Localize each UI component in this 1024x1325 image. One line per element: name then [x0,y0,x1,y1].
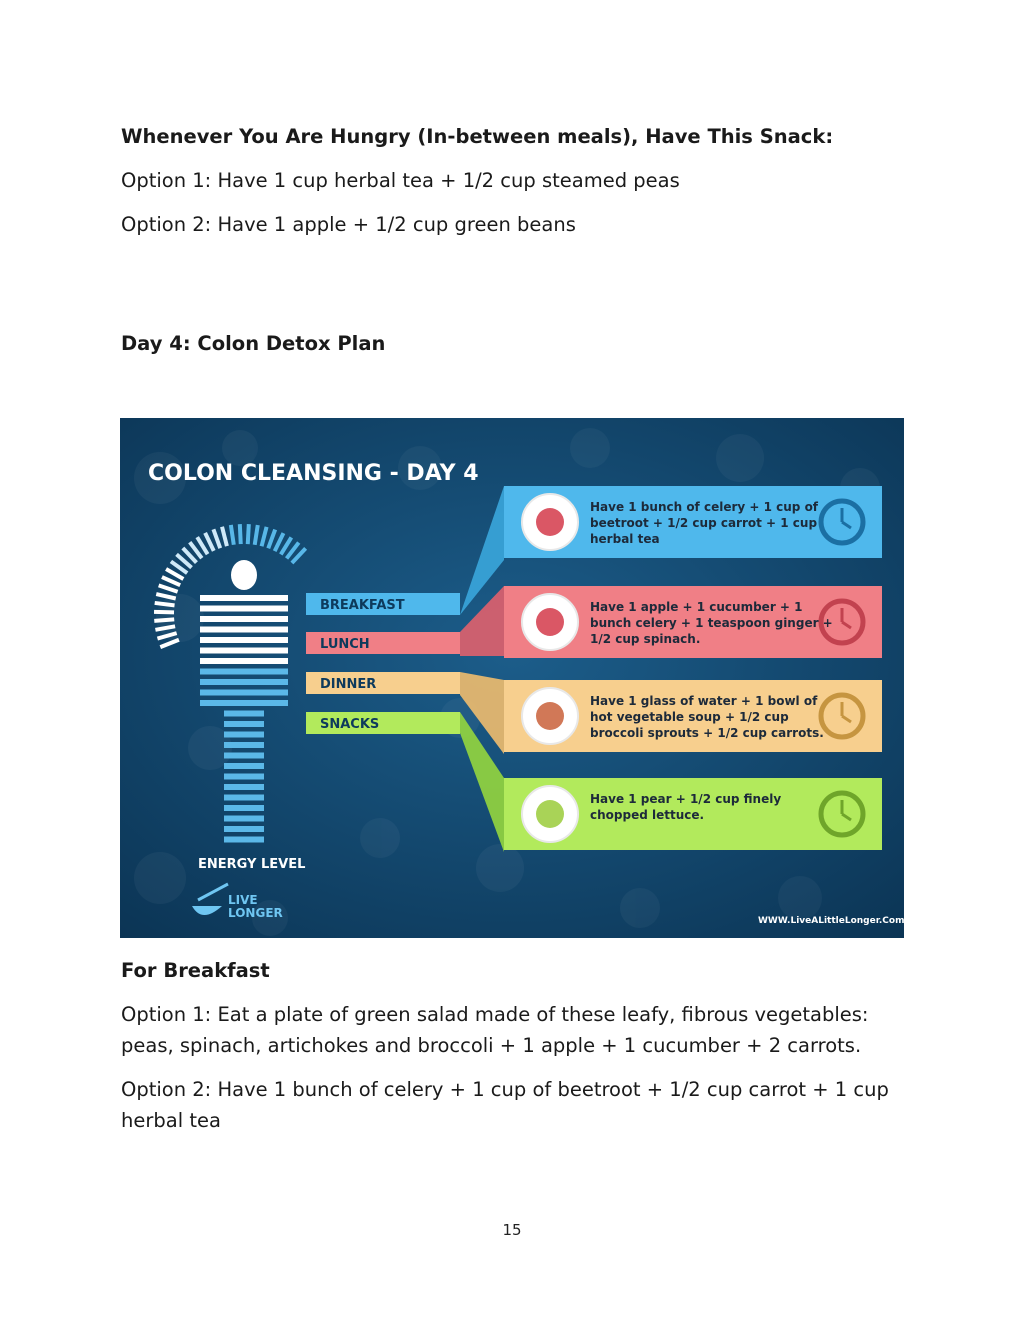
figure-stripe [224,784,264,790]
figure-arm-stripe [200,616,210,622]
food-image-detail [536,702,564,730]
breakfast-option-2: Option 2: Have 1 bunch of celery + 1 cup of beetroot + 1/2 cup carrot + 1 cup herbal tea [121,1078,889,1132]
snack-option-2: Option 2: Have 1 apple + 1/2 cup green beans [121,213,576,236]
figure-arm-stripe [278,606,288,612]
meal-label: SNACKS [320,717,380,732]
figure-arm-stripe [200,595,210,601]
breakfast-option-1: Option 1: Eat a plate of green salad made of these leafy, fibrous vegetables: peas, spinach, artichokes and broccoli + 1 apple + 1 cucumber + 2 carrots. [121,1003,869,1057]
food-image-detail [536,508,564,536]
energy-tick [248,524,249,544]
breakfast-heading: For Breakfast [121,959,270,982]
figure-arm-stripe [200,690,210,696]
meal-description-line: Have 1 apple + 1 cucumber + 1 [590,600,803,614]
logo-line-1: LIVE [228,893,258,907]
meal-description-line: beetroot + 1/2 cup carrot + 1 cup [590,516,818,530]
food-image-detail [536,800,564,828]
figure-stripe [204,669,284,675]
figure-stripe [224,721,264,727]
figure-head [231,560,257,590]
figure-stripe [204,690,284,696]
food-image-detail [536,608,564,636]
meal-label: BREAKFAST [320,598,405,613]
figure-stripe [224,742,264,748]
energy-tick [240,524,241,544]
meal-description-line: Have 1 pear + 1/2 cup finely [590,792,782,806]
snack-heading: Whenever You Are Hungry (In-between meals), Have This Snack: [121,125,834,148]
infographic-title: COLON CLEANSING - DAY 4 [148,461,479,486]
figure-stripe [224,837,264,843]
energy-tick [154,619,174,621]
figure-arm-stripe [278,669,288,675]
figure-arm-stripe [200,637,210,643]
figure-arm-stripe [200,648,210,654]
figure-arm-stripe [200,627,210,633]
figure-arm-stripe [278,679,288,685]
figure-arm-stripe [200,606,210,612]
meal-description-line: Have 1 bunch of celery + 1 cup of [590,500,819,514]
figure-stripe [224,732,264,738]
figure-stripe [224,753,264,759]
figure-stripe [204,627,284,633]
figure-arm-stripe [200,700,210,706]
meal-description-line: herbal tea [590,532,660,546]
figure-stripe [224,711,264,717]
figure-stripe [204,595,284,601]
figure-arm-stripe [200,658,210,664]
figure-arm-stripe [278,658,288,664]
figure-arm-stripe [200,669,210,675]
figure-stripe [224,774,264,780]
meal-description-line: chopped lettuce. [590,808,705,822]
figure-arm-stripe [278,627,288,633]
figure-arm-stripe [200,679,210,685]
figure-arm-stripe [278,616,288,622]
meal-description-line: broccoli sprouts + 1/2 cup carrots. [590,726,824,740]
meal-description-line: 1/2 cup spinach. [590,632,701,646]
meal-label: LUNCH [320,637,370,652]
page-number: 15 [502,1221,522,1239]
figure-stripe [204,658,284,664]
website-url: WWW.LiveALittleLonger.Com [758,916,904,926]
figure-arm-stripe [278,637,288,643]
meal-description-line: hot vegetable soup + 1/2 cup [590,710,789,724]
figure-stripe [224,826,264,832]
day-heading: Day 4: Colon Detox Plan [121,332,386,355]
figure-arm-stripe [278,690,288,696]
figure-stripe [204,679,284,685]
figure-stripe [224,795,264,801]
figure-stripe [204,606,284,612]
figure-arm-stripe [278,595,288,601]
snack-option-1: Option 1: Have 1 cup herbal tea + 1/2 cup steamed peas [121,169,680,192]
meal-description-line: bunch celery + 1 teaspoon ginger + [590,616,833,630]
logo-line-2: LONGER [228,906,283,920]
figure-stripe [204,637,284,643]
energy-level-label: ENERGY LEVEL [198,857,306,872]
colon-cleansing-infographic [120,418,904,938]
meal-description-line: Have 1 glass of water + 1 bowl of [590,694,818,708]
figure-stripe [224,763,264,769]
figure-stripe [204,648,284,654]
meal-label: DINNER [320,677,377,692]
figure-arm-stripe [278,648,288,654]
figure-stripe [204,616,284,622]
figure-stripe [224,816,264,822]
figure-arm-stripe [278,700,288,706]
figure-stripe [204,700,284,706]
figure-stripe [224,805,264,811]
energy-tick [155,603,175,605]
